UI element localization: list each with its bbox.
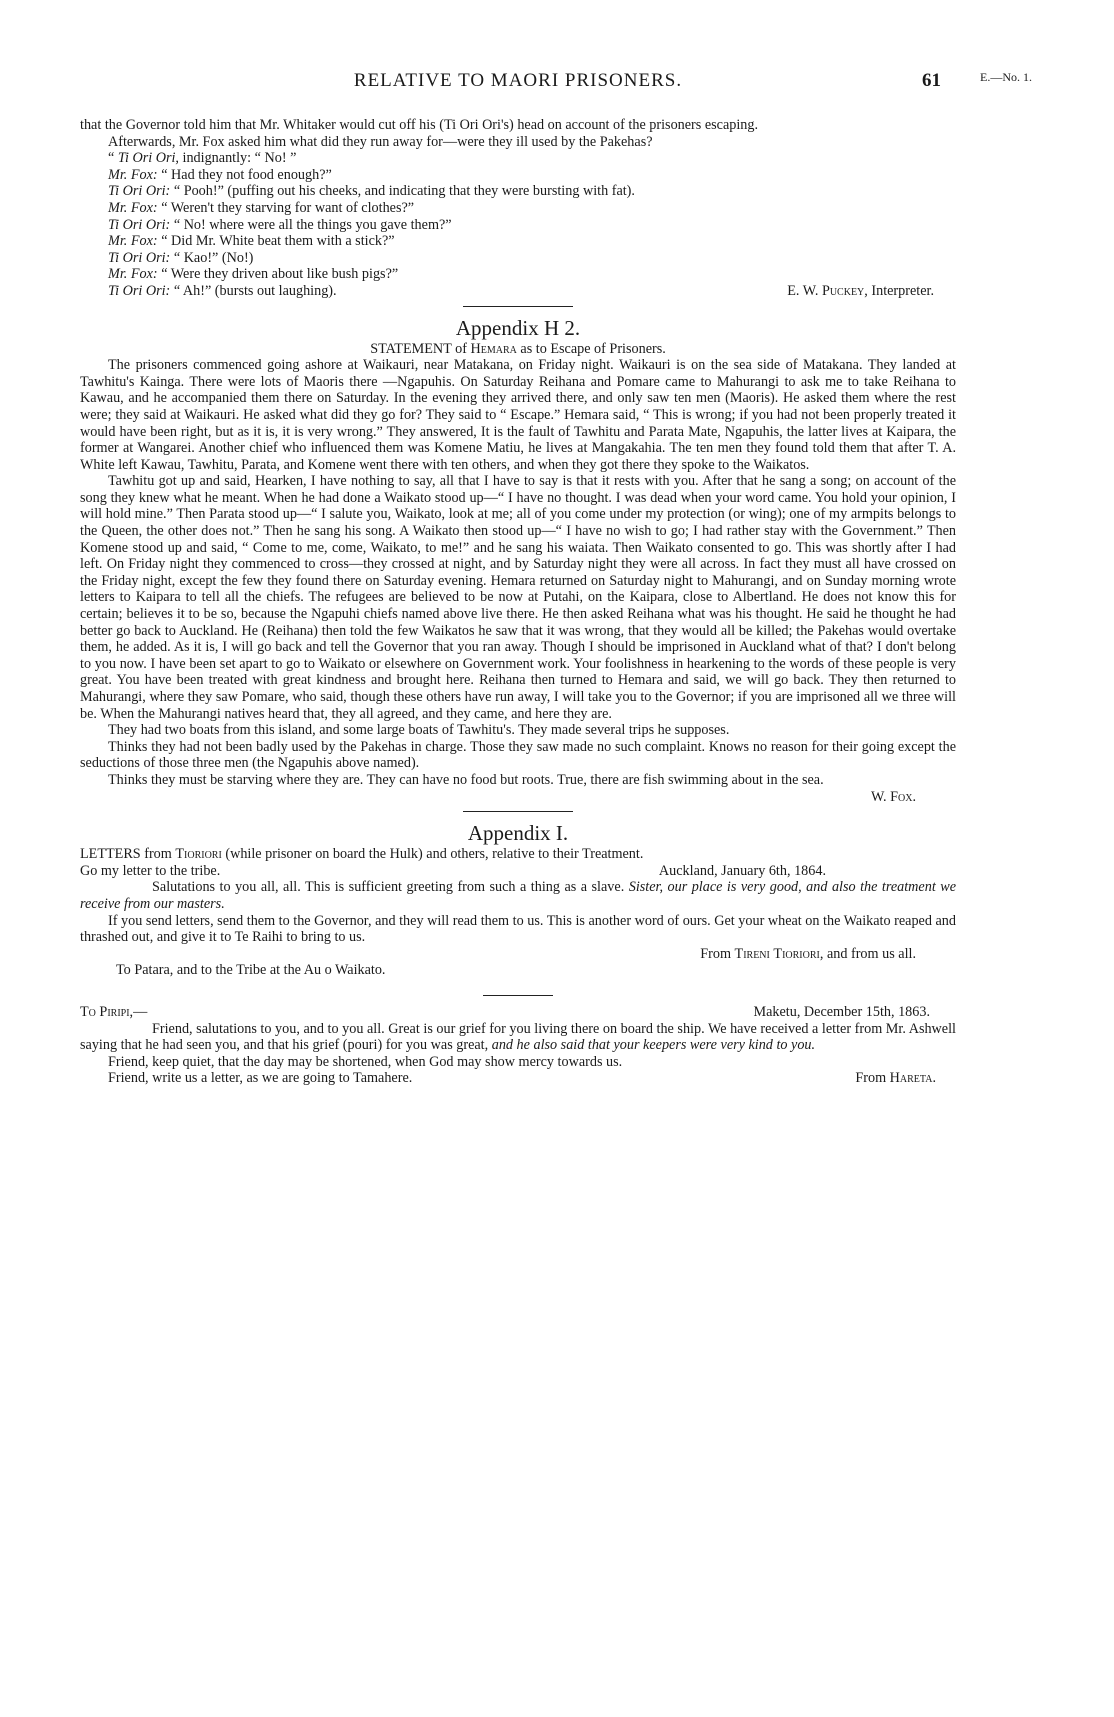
paragraph: Thinks they had not been badly used by the Pakehas in charge. Those they saw made no such complaint. Knows no reason for their going except the seductions of those three men (the Ngapuhis above named).	[80, 738, 956, 772]
letter-paragraph: Salutations to you all, all. This is sufficient greeting from such a thing as a slave. Sister, our place is very good, and also the treatment we receive from our masters.	[80, 879, 957, 912]
section-divider	[463, 811, 573, 812]
dialogue-line: Mr. Fox: “ Had they not food enough?”	[108, 166, 332, 183]
letter-opening: Go my letter to the tribe.	[80, 862, 221, 879]
letter-2-heading	[80, 1004, 956, 1021]
appendix-h2-section	[80, 315, 956, 806]
dialogue-line: Mr. Fox: “ Did Mr. White beat them with a stick?”	[108, 233, 395, 250]
letter-signature: From Tirenі Tioriori, and from us all.	[700, 945, 916, 962]
letter-paragraph: If you send letters, send them to the Governor, and they will read them to us. This is another word of ours. Get your wheat on the Waikato reaped and thrashed out, and give it to Te Raihi to bring to us.	[80, 912, 956, 946]
appendix-i-section	[80, 820, 956, 1087]
prelude-section	[80, 117, 956, 300]
speaker: Ti Ori Ori:	[108, 249, 171, 266]
letter-signature: From Hareta.	[855, 1070, 936, 1087]
letter-2-closing	[80, 1070, 956, 1087]
speaker: Ti Ori Ori:	[108, 282, 171, 299]
speaker: Ti Ori Ori,	[117, 150, 179, 167]
dialogue-line: Ti Ori Ori: “ Ah!” (bursts out laughing).	[108, 282, 337, 299]
paragraph: Tawhitu got up and said, Hearken, I have nothing to say, all that I have to say is that it rests with you. After that he sang a song; on account of the song they knew what he meant. When he had done a Waikato stood up—“ I have no thought. I was dead when your word came. You hold your opinion, I will hold mine.” Then Parata stood up—“ I salute you, Waikato, look at me; all of you come under my protection (or wing); one of my armpits belongs to the Queen, the other does not.” Then he sang his song. A Waikato then stood up—“ I have no wish to go; I had rather stay with the Government.” Then Komene stood up and said, “ Come to me, come, Waikato, to me!” and he sang his waiata. Then Waikato consented to go. This was shortly after I had left. On Friday night they commenced to cross—they crossed at night, and by Saturday night they were all across. In fact they must all have crossed on the Friday night, except the few they found there on Saturday evening. Hemara returned on Saturday night to Mahurangi, and on Sunday morning wrote letters to Kaipara to tell all the chiefs. The refugees are believed to be now at Putahi, on the Kaipara, close to Albertland. He does not know this for certain; believes it to be so, because the Ngapuhi chiefs named above live there. He then asked Reihana what was his thought. He said he thought he had better go back to Auckland. He (Reihana) then told the few Waikatos he saw that it was wrong, that they would all be killed; the Pakehas would overtake them, he added. As it is, I will go back and tell the Governor that you ran away. Though I should be imprisoned in Auckland what of that? I don't belong to you now. I have been set apart to go to Waikato or elsewhere on Government work. Your foolishness in hearkening to the words of these people is very great. You have been treated with great kindness and brought here. Reihana then turned to Hemara and said, we will go back. They then returned to Mahurangi, where they saw Pomare, who said, though these others have run away, I will take you to the Governor; if you are imprisoned all we three will be. When the Mahurangi natives heard that, they all agreed, and they came, and here they are.	[80, 473, 956, 722]
speaker: Ti Ori Ori:	[108, 183, 171, 200]
letter-place-date: Auckland, January 6th, 1864.	[658, 862, 826, 879]
running-header	[80, 70, 1032, 94]
document-reference: E.—No. 1.	[980, 70, 1032, 84]
dialogue-line: Mr. Fox: “ Weren't they starving for want of clothes?”	[108, 199, 415, 216]
dialogue-line: Mr. Fox: “ Were they driven about like bush pigs?”	[108, 266, 399, 283]
letter-paragraph: Friend, write us a letter, as we are going to Tamahere.	[108, 1070, 413, 1087]
letter-addressee: To Piripi,—	[80, 1003, 148, 1020]
dialogue-line: Ti Ori Ori: “ Kao!” (No!)	[108, 249, 254, 266]
statement-heading: STATEMENT of Hemara as to Escape of Prisoners.	[370, 340, 666, 357]
appendix-title: Appendix H 2.	[455, 315, 581, 340]
dialogue-line: Ti Ori Ori: “ Pooh!” (puffing out his cheeks, and indicating that they were bursting with fat).	[108, 183, 635, 200]
interpreter-signature: E. W. Puckey, Interpreter.	[787, 282, 934, 299]
speaker: Mr. Fox:	[108, 166, 158, 183]
page-number: 61	[922, 70, 941, 91]
letter-place-date: Maketu, December 15th, 1863.	[753, 1003, 930, 1020]
paragraph: Afterwards, Mr. Fox asked him what did they run away for—were they ill used by the Pakehas?	[108, 133, 653, 150]
paragraph: that the Governor told him that Mr. Whitaker would cut off his (Ti Ori Ori's) head on account of the prisoners escaping.	[80, 117, 759, 133]
letter-addressee: To Patara, and to the Tribe at the Au o Waikato.	[116, 962, 386, 979]
page-body	[80, 117, 956, 1087]
speaker: Ti Ori Ori:	[108, 216, 171, 233]
speaker: Mr. Fox:	[108, 233, 158, 250]
speaker: Mr. Fox:	[108, 266, 158, 283]
letter-paragraph: Friend, salutations to you, and to you all. Great is our grief for you living there on board the ship. We have received a letter from Mr. Ashwell saying that he had seen you, and that his grief (pouri) for you was great, and he also said that your keepers were very kind to you.	[80, 1020, 956, 1054]
paragraph: Thinks they must be starving where they are. They can have no food but roots. True, there are fish swimming about in the sea.	[108, 771, 824, 788]
header-title: RELATIVE TO MAORI PRISONERS.	[353, 70, 683, 91]
appendix-title: Appendix I.	[467, 821, 569, 846]
letter-paragraph: Friend, keep quiet, that the day may be shortened, when God may show mercy towards us.	[108, 1053, 623, 1070]
letter-divider	[483, 995, 553, 996]
paragraph: They had two boats from this island, and some large boats of Tawhitu's. They made several trips he supposes.	[108, 722, 730, 739]
speaker: Mr. Fox:	[108, 199, 158, 216]
dialogue-line: “ Ti Ori Ori, indignantly: “ No! ”	[108, 150, 297, 167]
section-divider	[463, 306, 573, 307]
dialogue-last-row	[80, 283, 956, 300]
paragraph: The prisoners commenced going ashore at Waikauri, near Matakana, on Friday night. Waikauri is on the sea side of Matakana. They landed at Tawhitu's Kainga. There were lots of Maoris there —Ngapuhis. On Saturday Reihana and Pomare came to Mahurangi to ask me to take Reihana to Kawau, and he accompanied them there on Saturday. In the evening they arrived there, and only saw ten men (Maoris). He asked them where the rest were; they said at Waikauri. He asked what did they go for? They said to “ Escape.” Hemara said, “ This is wrong; if you had not been properly treated it would have been right, but as it is, it is very wrong.” They answered, It is the fault of Tawhitu and Parata Mate, Ngapuhis, the latter lives at Kaipara, the former at Wangarei. Another chief who influenced them was Komene Matiu, he lives at Mangakahia. The ten men they found told them that after T. A. White left Kawau, Tawhitu, Parata, and Komene went there with ten others, and when they got there they spoke to the Waikatos.	[80, 357, 956, 473]
letter-1-heading	[80, 863, 956, 880]
dialogue-line: Ti Ori Ori: “ No! where were all the things you gave them?”	[108, 216, 452, 233]
letters-intro: LETTERS from Tioriori (while prisoner on board the Hulk) and others, relative to their Treatment.	[80, 846, 644, 863]
statement-signature: W. Fox.	[870, 788, 916, 805]
